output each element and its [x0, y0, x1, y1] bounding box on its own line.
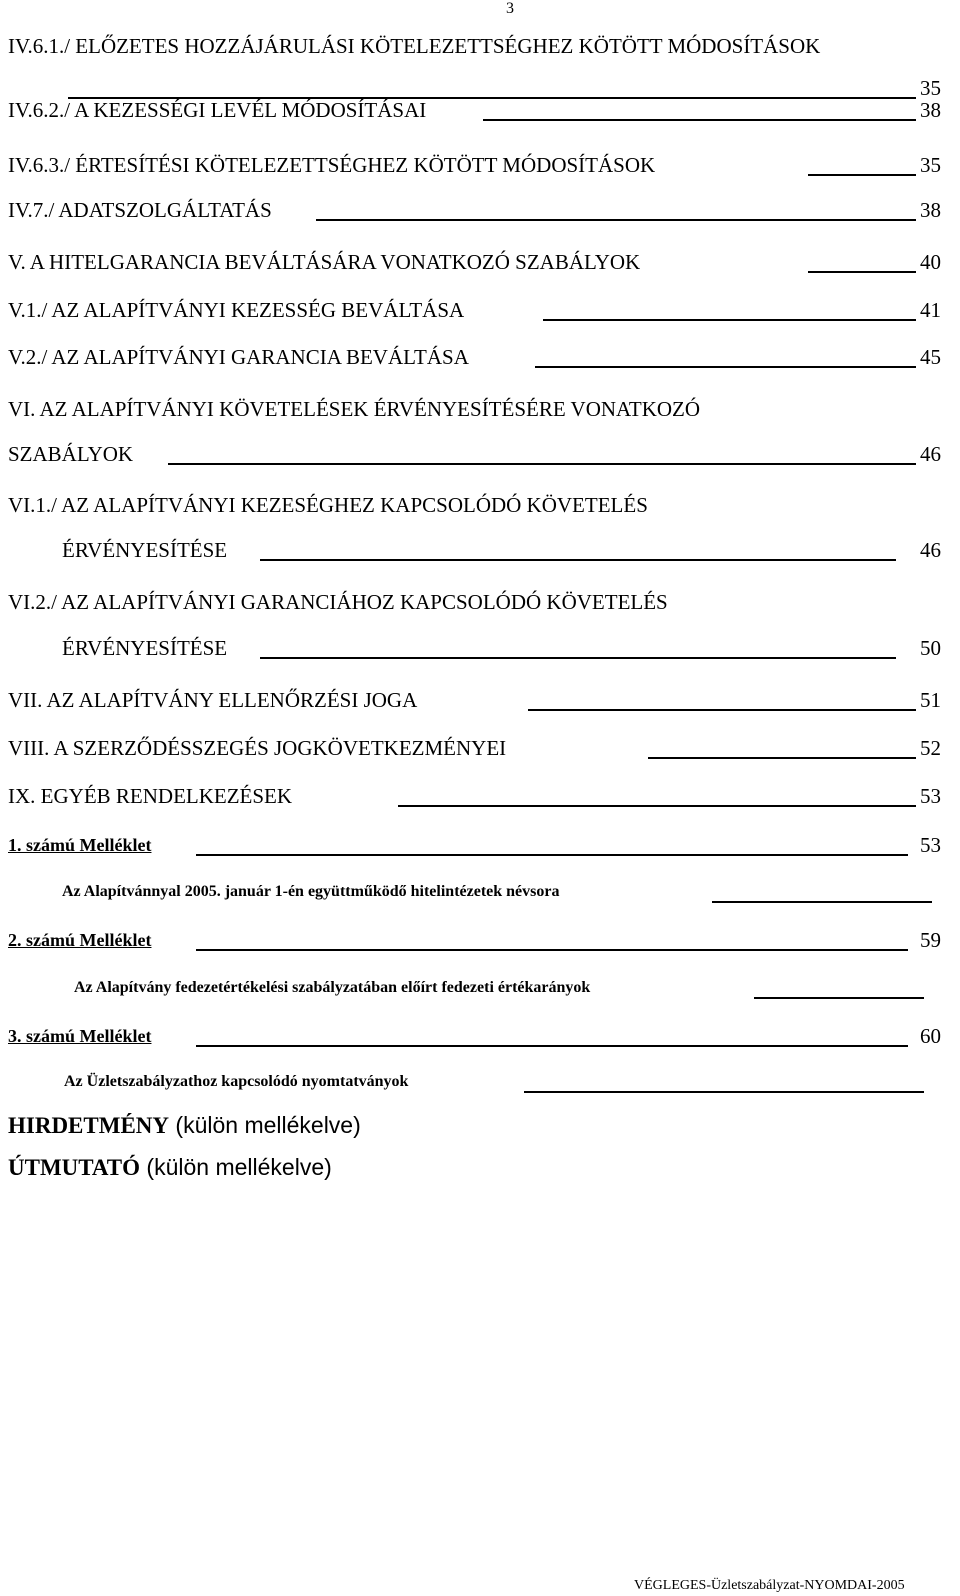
footer: VÉGLEGES-Üzletszabályzat-NYOMDAI-2005	[634, 1578, 905, 1593]
leader-line	[483, 119, 916, 121]
leader-line	[648, 757, 916, 759]
toc-entry-page: 50	[920, 636, 941, 660]
toc-entry[interactable]	[8, 493, 938, 517]
toc-entry-page: 60	[920, 1024, 941, 1048]
toc-entry[interactable]	[8, 250, 944, 274]
toc-entry[interactable]	[64, 1070, 938, 1094]
toc-entry-title: V.1./ AZ ALAPÍTVÁNYI KEZESSÉG BEVÁLTÁSA	[8, 298, 465, 322]
hirdetmeny-note	[8, 1111, 608, 1139]
toc-entry-page: 52	[920, 736, 941, 760]
toc-entry-title: IV.6.1./ ELŐZETES HOZZÁJÁRULÁSI KÖTELEZETTSÉGHEZ KÖTÖTT MÓDOSÍTÁSOK	[8, 34, 821, 58]
leader-line	[196, 949, 908, 951]
leader-line	[808, 174, 916, 176]
toc-entry-title: VI. AZ ALAPÍTVÁNYI KÖVETELÉSEK ÉRVÉNYESÍTÉSÉRE VONATKOZÓ	[8, 397, 701, 421]
leader-line	[168, 463, 916, 465]
hirdetmeny-title: HIRDETMÉNY	[8, 1113, 170, 1138]
utmutato-title: ÚTMUTATÓ	[8, 1155, 141, 1180]
leader-line	[398, 805, 916, 807]
toc-entry-title: ÉRVÉNYESÍTÉSE	[62, 538, 228, 562]
toc-entry-title: Az Alapítvány fedezetértékelési szabályzatában előírt fedezeti értékarányok	[74, 979, 591, 996]
toc-entry-title: VI.2./ AZ ALAPÍTVÁNYI GARANCIÁHOZ KAPCSOLÓDÓ KÖVETELÉS	[8, 590, 668, 614]
leader-line	[712, 901, 932, 903]
toc-entry[interactable]	[8, 928, 944, 952]
toc-entry[interactable]	[8, 98, 944, 122]
toc-entry[interactable]	[62, 538, 944, 562]
toc-entry-title: V. A HITELGARANCIA BEVÁLTÁSÁRA VONATKOZÓ SZABÁLYOK	[8, 250, 641, 274]
toc-entry-title: SZABÁLYOK	[8, 442, 134, 466]
toc-entry-title: Az Alapítvánnyal 2005. január 1-én együttműködő hitelintézetek névsora	[62, 883, 560, 900]
utmutato-note	[8, 1153, 608, 1181]
toc-entry[interactable]	[62, 636, 944, 660]
toc-entry-title: Az Üzletszabályzathoz kapcsolódó nyomtatványok	[64, 1073, 409, 1090]
toc-entry-title: 3. számú Melléklet	[8, 1026, 152, 1046]
toc-entry-page: 53	[920, 784, 941, 808]
toc-entry[interactable]	[8, 153, 944, 177]
leader-line	[316, 219, 916, 221]
toc-entry-page: 46	[920, 538, 941, 562]
toc-entry-page: 59	[920, 928, 941, 952]
toc-entry[interactable]	[8, 833, 944, 857]
toc-entry-title: IV.6.3./ ÉRTESÍTÉSI KÖTELEZETTSÉGHEZ KÖTÖTT MÓDOSÍTÁSOK	[8, 153, 656, 177]
toc-entry-title: IV.7./ ADATSZOLGÁLTATÁS	[8, 198, 272, 222]
toc-entry-title: 1. számú Melléklet	[8, 835, 152, 855]
toc-entry[interactable]	[8, 688, 944, 712]
toc-entry[interactable]	[8, 1024, 944, 1048]
page-number: 3	[506, 0, 514, 17]
toc-entry-page: 53	[920, 833, 941, 857]
leader-line	[196, 1045, 908, 1047]
toc-entry-title: IV.6.2./ A KEZESSÉGI LEVÉL MÓDOSÍTÁSAI	[8, 98, 427, 122]
leader-line	[196, 854, 908, 856]
toc-entry[interactable]	[8, 345, 944, 369]
toc-entry[interactable]	[8, 442, 944, 466]
leader-line	[260, 657, 896, 659]
leader-line	[535, 366, 916, 368]
toc-entry[interactable]	[8, 198, 944, 222]
toc-entry-page: 45	[920, 345, 941, 369]
toc-entry[interactable]	[8, 397, 938, 421]
toc-entry-page: 46	[920, 442, 941, 466]
toc-entry[interactable]	[8, 784, 944, 808]
toc-entry-page: 41	[920, 298, 941, 322]
leader-line	[524, 1091, 924, 1093]
leader-line	[543, 319, 916, 321]
toc-entry[interactable]	[8, 590, 938, 614]
utmutato-note-text: (külön mellékelve)	[140, 1154, 332, 1180]
toc-entry[interactable]	[62, 880, 938, 904]
toc-entry[interactable]	[74, 976, 938, 1000]
toc-entry[interactable]	[8, 76, 944, 100]
toc-entry[interactable]	[8, 736, 944, 760]
toc-entry-page: 38	[920, 198, 941, 222]
toc-entry-title: IX. EGYÉB RENDELKEZÉSEK	[8, 784, 293, 808]
toc-entry-page: 38	[920, 98, 941, 122]
leader-line	[808, 271, 916, 273]
leader-line	[528, 709, 916, 711]
toc-entry-title: V.2./ AZ ALAPÍTVÁNYI GARANCIA BEVÁLTÁSA	[8, 345, 469, 369]
toc-entry[interactable]	[8, 298, 944, 322]
toc-entry-title: 2. számú Melléklet	[8, 930, 152, 950]
toc-entry-title: VIII. A SZERZŐDÉSSZEGÉS JOGKÖVETKEZMÉNYEI	[8, 736, 507, 760]
toc-entry-page: 40	[920, 250, 941, 274]
leader-line	[754, 997, 924, 999]
toc-entry-page: 51	[920, 688, 941, 712]
toc-entry-title: ÉRVÉNYESÍTÉSE	[62, 636, 228, 660]
toc-entry-page: 35	[920, 76, 941, 100]
toc-entry-title: VI.1./ AZ ALAPÍTVÁNYI KEZESÉGHEZ KAPCSOLÓDÓ KÖVETELÉS	[8, 493, 648, 517]
hirdetmeny-note-text: (külön mellékelve)	[169, 1112, 361, 1138]
toc-entry-title: VII. AZ ALAPÍTVÁNY ELLENŐRZÉSI JOGA	[8, 688, 418, 712]
leader-line	[260, 559, 896, 561]
toc-entry-page: 35	[920, 153, 941, 177]
toc-entry[interactable]	[8, 34, 938, 58]
